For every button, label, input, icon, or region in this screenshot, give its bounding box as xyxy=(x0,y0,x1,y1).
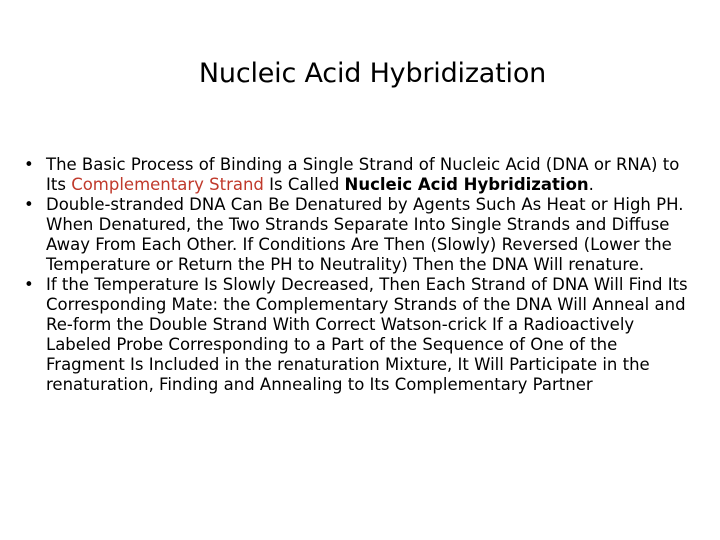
bullet-list xyxy=(24,155,690,395)
bullet-1-highlight: Complementary Strand xyxy=(71,175,264,194)
slide-title: Nucleic Acid Hybridization xyxy=(198,58,547,89)
bullet-1-text-middle: Is Called xyxy=(263,175,345,194)
bullet-item-3 xyxy=(24,275,690,395)
bullet-icon: • xyxy=(24,275,34,294)
bullet-item-1 xyxy=(24,155,690,195)
bullet-icon: • xyxy=(24,155,34,174)
bullet-2-text: Double-stranded DNA Can Be Denatured by Agents Such As Heat or High PH. When Denatured, the Two Strands Separate Into Single Strands and Diffuse Away From Each Other. If Conditions Are Then (Slowly) Reversed (Lower the Temperature or Return the PH to Neutrality) Then the DNA Will renature. xyxy=(46,195,684,274)
bullet-icon: • xyxy=(24,195,34,214)
bullet-3-text: If the Temperature Is Slowly Decreased, Then Each Strand of DNA Will Find Its Corresponding Mate: the Complementary Strands of the DNA Will Anneal and Re-form the Double Strand With Correct Watson-crick If a Radioactively Labeled Probe Corresponding to a Part of the Sequence of One of the Fragment Is Included in the renaturation Mixture, It Will Participate in the renaturation, Finding and Annealing to Its Complementary Partner xyxy=(46,275,688,394)
bullet-1-text-after: . xyxy=(588,175,594,194)
bullet-item-2 xyxy=(24,195,690,275)
bullet-1-bold-term: Nucleic Acid Hybridization xyxy=(344,175,589,194)
bullet-1-text-before: The Basic Process of Binding a Single Strand of Nucleic Acid (DNA or RNA) to Its xyxy=(46,155,680,194)
